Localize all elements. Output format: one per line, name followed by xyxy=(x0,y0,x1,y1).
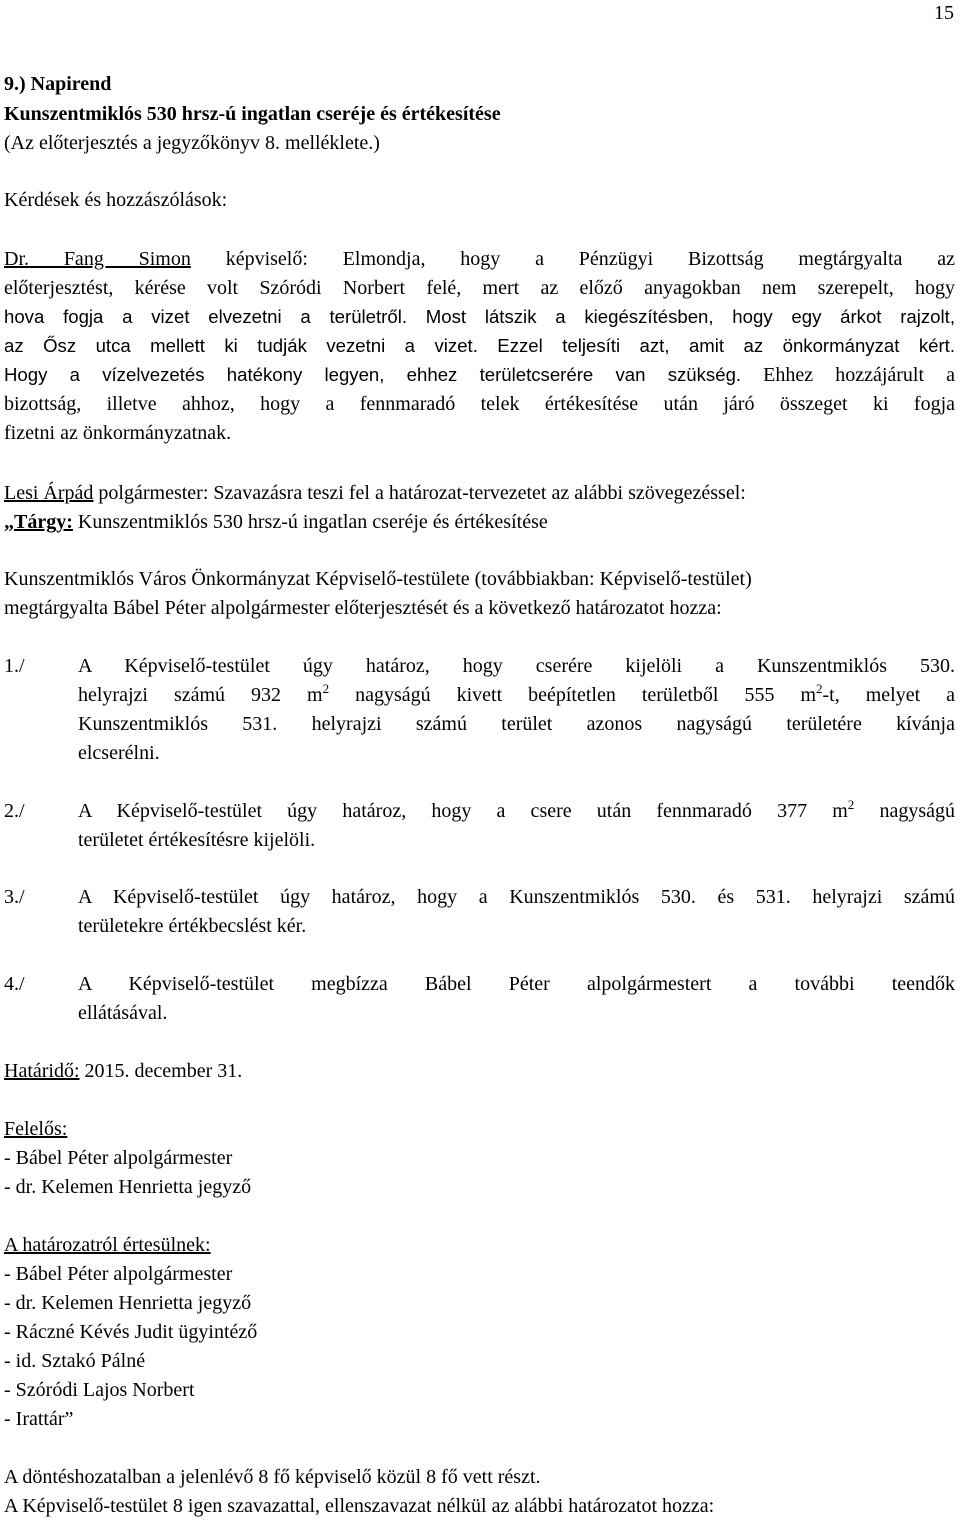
item1-line2: helyrajzi számú 932 $m^2$ nagyságú kivett beépítetlen területből 555 $m^2-t$, melyet a xyxy=(78,681,955,706)
agenda-heading: 9.) Napirend xyxy=(4,73,112,95)
item3-line2: területekre értékbecslést kér. xyxy=(78,915,307,937)
page-number: 15 xyxy=(934,2,954,24)
item4-line2: ellátásával. xyxy=(78,1002,168,1024)
item1-line4: elcserélni. xyxy=(78,742,160,764)
notified-person: - Ráczné Kévés Judit ügyintéző xyxy=(4,1321,258,1343)
speech1-line2: előterjesztést, kérése volt Szóródi Norbert felé, mert az előző anyagokban nem szerepelt, hogy xyxy=(4,277,955,299)
subject-line: „Tárgy: Kunszentmiklós 530 hrsz-ú ingatlan cseréje és értékesítése xyxy=(4,511,548,533)
subject-label: Tárgy: xyxy=(14,511,73,533)
annex-note: (Az előterjesztés a jegyzőkönyv 8. melléklete.) xyxy=(4,132,380,154)
notified-person: - Szóródi Lajos Norbert xyxy=(4,1379,195,1401)
notified-person: - dr. Kelemen Henrietta jegyző xyxy=(4,1292,252,1314)
deadline-line xyxy=(4,1059,955,1083)
responsible-person: - Bábel Péter alpolgármester xyxy=(4,1147,233,1169)
speech2-line1: Lesi Árpád polgármester: Szavazásra teszi fel a határozat-tervezetet az alábbi szövegezéssel: xyxy=(4,482,746,504)
notified-person: - id. Sztakó Pálné xyxy=(4,1350,146,1372)
agenda-title: Kunszentmiklós 530 hrsz-ú ingatlan cseréje és értékesítése xyxy=(4,103,501,125)
item1-label: 1./ xyxy=(4,655,25,677)
body-line1: Kunszentmiklós Város Önkormányzat Képviselő-testülete (továbbiakban: Képviselő-testület) xyxy=(4,568,752,590)
notified-person: - Irattár” xyxy=(4,1408,74,1430)
speech1-line4: az Ősz utca mellett ki tudják vezetni a vizet. Ezzel teljesíti azt, amit az önkormányzat kért. xyxy=(4,335,955,356)
responsible-label: Felelős: xyxy=(4,1118,68,1140)
footer-line2: A Képviselő-testület 8 igen szavazattal, ellenszavazat nélkül az alábbi határozatot hozza: xyxy=(4,1495,715,1517)
item2-line1: A Képviselő-testület úgy határoz, hogy a csere után fennmaradó 377 $m^2$ nagyságú xyxy=(78,797,955,822)
item2-label: 2./ xyxy=(4,800,25,822)
speech1-line1: Dr. Fang Simon képviselő: Elmondja, hogy a Pénzügyi Bizottság megtárgyalta az xyxy=(4,248,955,270)
responsible-person: - dr. Kelemen Henrietta jegyző xyxy=(4,1176,252,1198)
speaker-name: Dr. Fang Simon xyxy=(4,248,191,270)
item3-line1: A Képviselő-testület úgy határoz, hogy a Kunszentmiklós 530. és 531. helyrajzi számú xyxy=(78,886,955,908)
deadline-value: 2015. december 31. xyxy=(79,1060,243,1082)
item1-line3: Kunszentmiklós 531. helyrajzi számú terület azonos nagyságú területére kívánja xyxy=(78,713,955,735)
item4-line1: A Képviselő-testület megbízza Bábel Péter alpolgármestert a további teendők xyxy=(78,973,955,995)
notified-person: - Bábel Péter alpolgármester xyxy=(4,1263,233,1285)
item3-label: 3./ xyxy=(4,886,25,908)
speaker-name: Lesi Árpád xyxy=(4,482,94,504)
deadline-label: Határidő: xyxy=(4,1060,80,1082)
item2-line2: területet értékesítésre kijelöli. xyxy=(78,829,316,851)
item4-label: 4./ xyxy=(4,973,25,995)
footer-line1: A döntéshozatalban a jelenlévő 8 fő képviselő közül 8 fő vett részt. xyxy=(4,1466,541,1488)
speech1-line7: fizetni az önkormányzatnak. xyxy=(4,422,232,444)
speech1-line6: bizottság, illetve ahhoz, hogy a fennmaradó telek értékesítése után járó összeget ki fogja xyxy=(4,393,955,415)
notified-label: A határozatról értesülnek: xyxy=(4,1234,211,1256)
speech1-line5: Hogy a vízelvezetés hatékony legyen, ehhez területcserére van szükség. Ehhez hozzájárult a xyxy=(4,364,955,386)
body-line2: megtárgyalta Bábel Péter alpolgármester előterjesztését és a következő határozatot hozza: xyxy=(4,597,722,619)
item1-line1: A Képviselő-testület úgy határoz, hogy cserére kijelöli a Kunszentmiklós 530. xyxy=(78,655,955,677)
questions-label: Kérdések és hozzászólások: xyxy=(4,189,228,211)
speech1-line3: hova fogja a vizet elvezetni a területről. Most látszik a kiegészítésben, hogy egy árkot rajzolt, xyxy=(4,306,955,327)
